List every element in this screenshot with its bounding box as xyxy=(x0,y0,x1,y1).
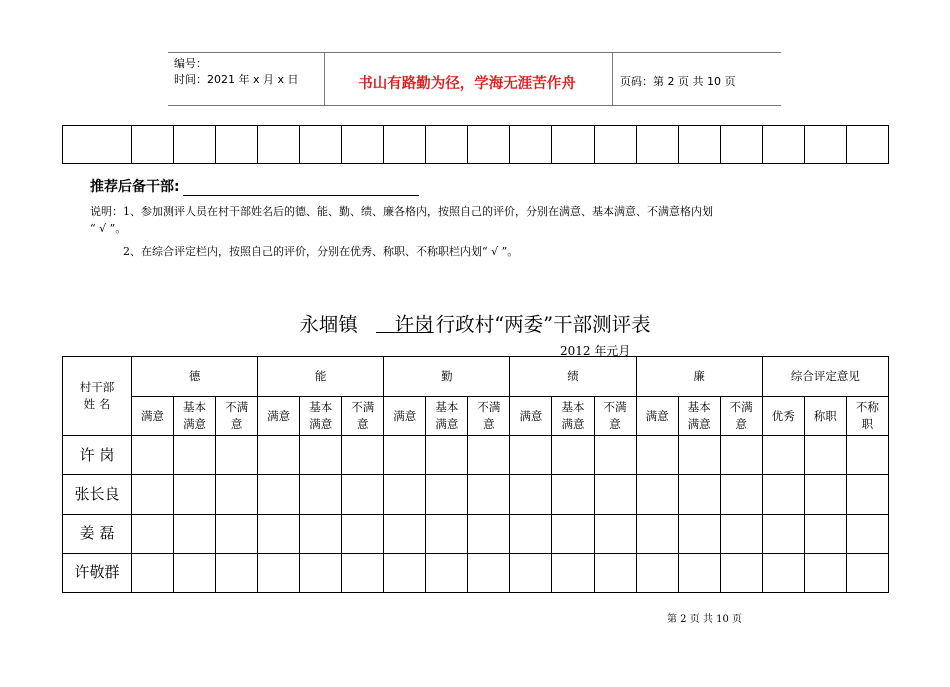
cadre-name: 张长良 xyxy=(63,475,132,514)
rating-cell[interactable] xyxy=(762,475,804,514)
sub-header-satisfied: 满意 xyxy=(258,397,300,436)
grid-cell[interactable] xyxy=(342,126,384,164)
rating-cell[interactable] xyxy=(132,514,174,553)
rating-cell[interactable] xyxy=(552,475,594,514)
grid-cell[interactable] xyxy=(216,126,258,164)
table-row xyxy=(63,475,889,514)
rating-cell[interactable] xyxy=(804,475,846,514)
cadre-name: 许敬群 xyxy=(63,553,132,592)
rating-cell[interactable] xyxy=(552,436,594,475)
rating-cell[interactable] xyxy=(678,514,720,553)
sub-basic-l1: 基本 xyxy=(309,400,333,415)
grid-cell[interactable] xyxy=(174,126,216,164)
rating-cell[interactable] xyxy=(426,475,468,514)
number-label: 编号： xyxy=(174,57,207,70)
rating-cell[interactable] xyxy=(762,514,804,553)
rating-cell[interactable] xyxy=(216,475,258,514)
sub-basic-l1: 基本 xyxy=(561,400,585,415)
page-header xyxy=(168,52,781,106)
note-line-1-cont: “ √ ”。 xyxy=(90,222,127,235)
note-line-1: 说明：1、参加测评人员在村干部姓名后的德、能、勤、绩、廉各格内，按照自己的评价，分别在满意、基本满意、不满意格内划 xyxy=(90,205,713,218)
name-column-header xyxy=(63,357,132,436)
rating-cell[interactable] xyxy=(426,436,468,475)
rating-cell[interactable] xyxy=(678,475,720,514)
rating-cell[interactable] xyxy=(720,436,762,475)
grid-cell[interactable] xyxy=(468,126,510,164)
rating-cell[interactable] xyxy=(594,514,636,553)
cadre-name: 许 岗 xyxy=(63,436,132,475)
rating-cell[interactable] xyxy=(510,475,552,514)
rating-cell[interactable] xyxy=(342,436,384,475)
grid-cell[interactable] xyxy=(426,126,468,164)
page-indicator: 页码：第 2 页 共 10 页 xyxy=(620,75,736,88)
rating-cell[interactable] xyxy=(510,514,552,553)
sub-basic-l2: 满意 xyxy=(687,417,711,432)
note-line-2: 2、在综合评定栏内，按照自己的评价，分别在优秀、称职、不称职栏内划“ √ ”。 xyxy=(123,245,519,258)
table-row xyxy=(63,436,889,475)
rating-cell[interactable] xyxy=(384,514,426,553)
header-meta xyxy=(174,56,299,88)
group-header-diligence: 勤 xyxy=(384,357,510,397)
sub-basic-l2: 满意 xyxy=(561,417,585,432)
rating-cell[interactable] xyxy=(258,436,300,475)
grid-cell[interactable] xyxy=(636,126,678,164)
rating-cell[interactable] xyxy=(300,553,342,592)
rating-cell[interactable] xyxy=(762,436,804,475)
rating-cell[interactable] xyxy=(636,514,678,553)
rating-cell[interactable] xyxy=(384,436,426,475)
sub-header-unsatisfied xyxy=(594,397,636,436)
rating-cell[interactable] xyxy=(804,436,846,475)
rating-cell[interactable] xyxy=(342,514,384,553)
rating-cell[interactable] xyxy=(132,553,174,592)
grid-cell[interactable] xyxy=(63,126,132,164)
rating-cell[interactable] xyxy=(594,436,636,475)
sub-unsat-l1: 不满 xyxy=(729,400,753,415)
rating-cell[interactable] xyxy=(300,514,342,553)
recommend-input-line[interactable] xyxy=(183,180,419,196)
sub-unsat-l1: 不满 xyxy=(603,400,627,415)
sub-unsat-l2: 意 xyxy=(735,417,747,432)
sub-header-satisfied: 满意 xyxy=(132,397,174,436)
name-header-line2: 姓 名 xyxy=(83,397,111,412)
grid-cell[interactable] xyxy=(804,126,846,164)
rating-cell[interactable] xyxy=(174,436,216,475)
rating-cell[interactable] xyxy=(846,436,888,475)
sub-basic-l1: 基本 xyxy=(435,400,459,415)
time-label: 时间：2021 年 x 月 x 日 xyxy=(174,73,299,86)
sub-basic-l2: 满意 xyxy=(435,417,459,432)
rating-cell[interactable] xyxy=(174,475,216,514)
grid-cell[interactable] xyxy=(384,126,426,164)
rating-cell[interactable] xyxy=(468,514,510,553)
rating-cell[interactable] xyxy=(594,475,636,514)
sub-header-satisfied: 满意 xyxy=(510,397,552,436)
sub-basic-l2: 满意 xyxy=(309,417,333,432)
rating-cell[interactable] xyxy=(300,436,342,475)
evaluation-table xyxy=(62,356,889,593)
grid-cell[interactable] xyxy=(762,126,804,164)
sub-header-incompetent xyxy=(846,397,888,436)
sub-unsat-l2: 意 xyxy=(609,417,621,432)
header-motto: 书山有路勤为径，学海无涯苦作舟 xyxy=(358,76,576,92)
rating-cell[interactable] xyxy=(132,475,174,514)
group-header-overall: 综合评定意见 xyxy=(762,357,888,397)
rating-cell[interactable] xyxy=(720,514,762,553)
page-footer: 第 2 页 共 10 页 xyxy=(667,614,742,625)
sub-unsat-l2: 意 xyxy=(483,417,495,432)
grid-cell[interactable] xyxy=(678,126,720,164)
rating-cell[interactable] xyxy=(678,553,720,592)
name-header-line1: 村干部 xyxy=(79,380,115,395)
rating-cell[interactable] xyxy=(384,553,426,592)
rating-cell[interactable] xyxy=(258,475,300,514)
sub-header-unsatisfied xyxy=(342,397,384,436)
rating-cell[interactable] xyxy=(552,553,594,592)
grid-cell[interactable] xyxy=(258,126,300,164)
rating-cell[interactable] xyxy=(342,553,384,592)
sub-incomp-l1: 不称 xyxy=(855,400,879,415)
sub-header-unsatisfied xyxy=(468,397,510,436)
rating-cell[interactable] xyxy=(804,553,846,592)
rating-cell[interactable] xyxy=(720,553,762,592)
sub-basic-l1: 基本 xyxy=(183,400,207,415)
table-row xyxy=(63,514,889,553)
grid-cell[interactable] xyxy=(132,126,174,164)
rating-cell[interactable] xyxy=(636,436,678,475)
rating-cell[interactable] xyxy=(762,553,804,592)
sub-incomp-l2: 职 xyxy=(861,417,874,432)
sub-header-basic xyxy=(426,397,468,436)
sub-unsat-l1: 不满 xyxy=(351,400,375,415)
sub-header-satisfied: 满意 xyxy=(636,397,678,436)
grid-cell[interactable] xyxy=(552,126,594,164)
sub-header-excellent: 优秀 xyxy=(762,397,804,436)
grid-cell[interactable] xyxy=(510,126,552,164)
recommend-field xyxy=(90,176,419,196)
sub-unsat-l1: 不满 xyxy=(477,400,501,415)
rating-cell[interactable] xyxy=(678,436,720,475)
cadre-name: 姜 磊 xyxy=(63,514,132,553)
rating-cell[interactable] xyxy=(720,475,762,514)
rating-cell[interactable] xyxy=(342,475,384,514)
group-header-virtue: 德 xyxy=(132,357,258,397)
sub-header-basic xyxy=(552,397,594,436)
rating-cell[interactable] xyxy=(846,475,888,514)
sub-header-competent: 称职 xyxy=(804,397,846,436)
group-header-performance: 绩 xyxy=(510,357,636,397)
grid-cell[interactable] xyxy=(720,126,762,164)
rating-cell[interactable] xyxy=(510,436,552,475)
rating-cell[interactable] xyxy=(846,553,888,592)
header-divider xyxy=(612,53,613,105)
rating-cell[interactable] xyxy=(174,553,216,592)
rating-cell[interactable] xyxy=(510,553,552,592)
sub-unsat-l1: 不满 xyxy=(225,400,249,415)
title-town: 永堌镇 xyxy=(299,313,358,336)
group-header-ability: 能 xyxy=(258,357,384,397)
grid-cell[interactable] xyxy=(300,126,342,164)
rating-cell[interactable] xyxy=(300,475,342,514)
sub-header-basic xyxy=(678,397,720,436)
rating-cell[interactable] xyxy=(216,514,258,553)
rating-cell[interactable] xyxy=(636,475,678,514)
form-date: 2012 年元月 xyxy=(560,344,631,358)
sub-unsat-l2: 意 xyxy=(357,417,369,432)
sub-header-basic xyxy=(174,397,216,436)
rating-cell[interactable] xyxy=(216,553,258,592)
grid-cell[interactable] xyxy=(846,126,888,164)
rating-cell[interactable] xyxy=(258,553,300,592)
rating-cell[interactable] xyxy=(216,436,258,475)
table-row xyxy=(63,553,889,592)
rating-cell[interactable] xyxy=(132,436,174,475)
sub-header-unsatisfied xyxy=(216,397,258,436)
group-header-integrity: 廉 xyxy=(636,357,762,397)
sub-unsat-l2: 意 xyxy=(230,417,243,432)
title-suffix: 行政村“两委”干部测评表 xyxy=(435,313,651,336)
form-title xyxy=(0,309,950,337)
rating-cell[interactable] xyxy=(804,514,846,553)
rating-cell[interactable] xyxy=(258,514,300,553)
rating-cell[interactable] xyxy=(468,436,510,475)
sub-basic-l1: 基本 xyxy=(687,400,711,415)
sub-basic-l2: 满意 xyxy=(183,417,207,432)
rating-cell[interactable] xyxy=(552,514,594,553)
title-village-text: 许岗 xyxy=(394,313,434,336)
sub-header-basic xyxy=(300,397,342,436)
grid-cell[interactable] xyxy=(594,126,636,164)
title-village xyxy=(374,313,436,336)
rating-cell[interactable] xyxy=(636,553,678,592)
rating-cell[interactable] xyxy=(384,475,426,514)
rating-cell[interactable] xyxy=(426,514,468,553)
recommend-label: 推荐后备干部: xyxy=(90,179,180,195)
rating-cell[interactable] xyxy=(426,553,468,592)
rating-cell[interactable] xyxy=(594,553,636,592)
rating-cell[interactable] xyxy=(846,514,888,553)
blank-grid-row xyxy=(62,125,889,164)
rating-cell[interactable] xyxy=(468,475,510,514)
rating-cell[interactable] xyxy=(468,553,510,592)
rating-cell[interactable] xyxy=(174,514,216,553)
sub-header-unsatisfied xyxy=(720,397,762,436)
sub-header-satisfied: 满意 xyxy=(384,397,426,436)
